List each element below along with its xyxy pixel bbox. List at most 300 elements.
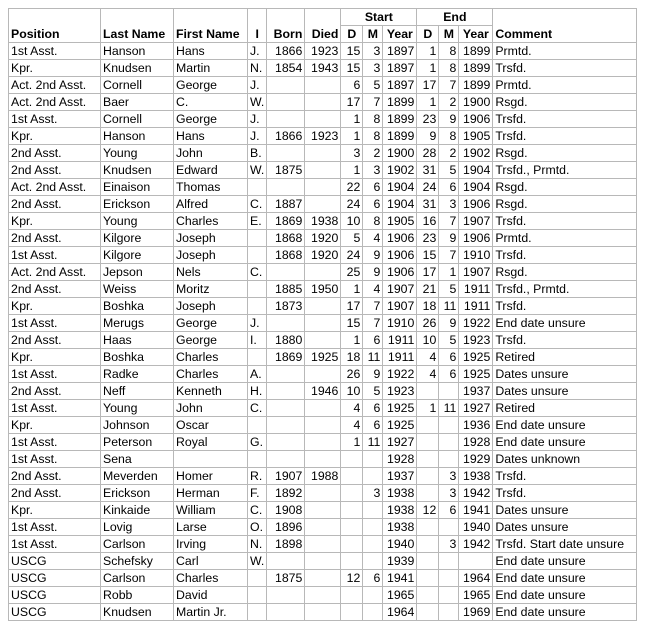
cell-first-name: William	[174, 502, 248, 519]
cell-last-name: Hanson	[101, 43, 174, 60]
cell-comment: Trsfd.	[493, 468, 637, 485]
cell-start-month: 9	[363, 264, 383, 281]
cell-born	[267, 145, 305, 162]
cell-first-name	[174, 451, 248, 468]
cell-died	[305, 451, 341, 468]
cell-born	[267, 366, 305, 383]
cell-born	[267, 94, 305, 111]
cell-start-year: 1911	[383, 332, 417, 349]
cell-comment: Rsgd.	[493, 196, 637, 213]
cell-born: 1885	[267, 281, 305, 298]
cell-start-day	[341, 468, 363, 485]
cell-start-year: 1902	[383, 162, 417, 179]
cell-comment: Trsfd. Start date unsure	[493, 536, 637, 553]
cell-initial	[248, 587, 267, 604]
cell-end-year: 1906	[459, 230, 493, 247]
table-row	[9, 264, 637, 281]
header-group-row	[9, 9, 637, 26]
cell-end-month	[439, 383, 459, 400]
header-spacer	[493, 9, 637, 26]
cell-end-day: 31	[417, 196, 439, 213]
cell-end-day	[417, 485, 439, 502]
cell-died	[305, 366, 341, 383]
cell-first-name: Nels	[174, 264, 248, 281]
cell-position: 2nd Asst.	[9, 145, 101, 162]
cell-end-month	[439, 604, 459, 621]
cell-end-day	[417, 417, 439, 434]
cell-start-day: 15	[341, 60, 363, 77]
cell-end-day: 17	[417, 77, 439, 94]
cell-start-day: 10	[341, 213, 363, 230]
cell-born: 1873	[267, 298, 305, 315]
cell-end-month: 6	[439, 179, 459, 196]
cell-born	[267, 179, 305, 196]
cell-start-year: 1906	[383, 230, 417, 247]
cell-end-day	[417, 383, 439, 400]
cell-start-month: 8	[363, 128, 383, 145]
cell-comment: Rsgd.	[493, 94, 637, 111]
table-row	[9, 196, 637, 213]
column-header-start-day: D	[341, 26, 363, 43]
cell-end-month: 9	[439, 315, 459, 332]
cell-end-month: 5	[439, 162, 459, 179]
cell-died	[305, 417, 341, 434]
cell-end-day	[417, 587, 439, 604]
cell-born: 1875	[267, 570, 305, 587]
cell-died: 1925	[305, 349, 341, 366]
cell-first-name: George	[174, 332, 248, 349]
cell-end-month: 8	[439, 43, 459, 60]
cell-position: 1st Asst.	[9, 400, 101, 417]
cell-died	[305, 94, 341, 111]
table-row	[9, 247, 637, 264]
cell-last-name: Haas	[101, 332, 174, 349]
cell-born	[267, 417, 305, 434]
cell-start-day: 1	[341, 162, 363, 179]
cell-start-day: 1	[341, 434, 363, 451]
cell-last-name: Cornell	[101, 77, 174, 94]
cell-born: 1868	[267, 230, 305, 247]
cell-start-month	[363, 468, 383, 485]
cell-end-day: 1	[417, 400, 439, 417]
cell-end-year: 1922	[459, 315, 493, 332]
cell-start-year: 1907	[383, 298, 417, 315]
cell-comment: End date unsure	[493, 417, 637, 434]
cell-start-day: 18	[341, 349, 363, 366]
cell-first-name: Charles	[174, 349, 248, 366]
table-row	[9, 383, 637, 400]
cell-end-month	[439, 570, 459, 587]
cell-initial: O.	[248, 519, 267, 536]
cell-end-year: 1965	[459, 587, 493, 604]
cell-position: USCG	[9, 553, 101, 570]
cell-end-day	[417, 451, 439, 468]
cell-start-year: 1907	[383, 281, 417, 298]
cell-died	[305, 315, 341, 332]
cell-end-year: 1906	[459, 111, 493, 128]
cell-start-month: 7	[363, 315, 383, 332]
cell-start-month: 3	[363, 162, 383, 179]
cell-comment: Dates unsure	[493, 383, 637, 400]
cell-first-name: Carl	[174, 553, 248, 570]
cell-end-month: 5	[439, 332, 459, 349]
cell-start-day	[341, 485, 363, 502]
cell-died: 1920	[305, 247, 341, 264]
cell-initial: E.	[248, 213, 267, 230]
cell-start-day: 4	[341, 417, 363, 434]
cell-end-day: 15	[417, 247, 439, 264]
table-row	[9, 179, 637, 196]
cell-position: Act. 2nd Asst.	[9, 179, 101, 196]
cell-end-month: 6	[439, 502, 459, 519]
cell-position: USCG	[9, 587, 101, 604]
cell-end-year: 1964	[459, 570, 493, 587]
cell-end-day: 23	[417, 111, 439, 128]
cell-start-day: 22	[341, 179, 363, 196]
cell-end-month	[439, 587, 459, 604]
cell-start-day	[341, 451, 363, 468]
cell-start-month: 6	[363, 570, 383, 587]
cell-died: 1923	[305, 128, 341, 145]
cell-last-name: Kinkaide	[101, 502, 174, 519]
header-spacer	[267, 9, 305, 26]
cell-last-name: Radke	[101, 366, 174, 383]
cell-start-month: 4	[363, 230, 383, 247]
cell-start-month: 6	[363, 196, 383, 213]
cell-start-month: 8	[363, 213, 383, 230]
cell-end-day: 1	[417, 43, 439, 60]
cell-end-month	[439, 451, 459, 468]
cell-born: 1898	[267, 536, 305, 553]
cell-end-day: 12	[417, 502, 439, 519]
cell-born: 1868	[267, 247, 305, 264]
cell-position: 1st Asst.	[9, 43, 101, 60]
cell-start-year: 1899	[383, 111, 417, 128]
cell-first-name: George	[174, 77, 248, 94]
cell-died: 1923	[305, 43, 341, 60]
cell-born: 1907	[267, 468, 305, 485]
cell-start-day	[341, 604, 363, 621]
cell-end-day: 24	[417, 179, 439, 196]
cell-start-year: 1897	[383, 43, 417, 60]
cell-died	[305, 111, 341, 128]
cell-end-day: 31	[417, 162, 439, 179]
table-row	[9, 315, 637, 332]
header-spacer	[174, 9, 248, 26]
cell-initial	[248, 298, 267, 315]
cell-start-day: 10	[341, 383, 363, 400]
cell-initial: C.	[248, 400, 267, 417]
cell-position: 2nd Asst.	[9, 468, 101, 485]
cell-position: 2nd Asst.	[9, 485, 101, 502]
cell-start-day: 1	[341, 281, 363, 298]
cell-end-month: 8	[439, 128, 459, 145]
cell-end-day: 16	[417, 213, 439, 230]
cell-initial: F.	[248, 485, 267, 502]
cell-start-day: 15	[341, 315, 363, 332]
table-row	[9, 230, 637, 247]
table-row	[9, 468, 637, 485]
cell-last-name: Knudsen	[101, 60, 174, 77]
cell-end-year: 1936	[459, 417, 493, 434]
cell-end-day	[417, 604, 439, 621]
cell-end-day: 17	[417, 264, 439, 281]
cell-end-year: 1942	[459, 536, 493, 553]
cell-end-year: 1937	[459, 383, 493, 400]
cell-first-name: Homer	[174, 468, 248, 485]
cell-initial	[248, 179, 267, 196]
table-row	[9, 349, 637, 366]
cell-start-month	[363, 604, 383, 621]
cell-start-month: 2	[363, 145, 383, 162]
cell-last-name: Jepson	[101, 264, 174, 281]
cell-end-year: 1938	[459, 468, 493, 485]
cell-born	[267, 604, 305, 621]
cell-last-name: Young	[101, 213, 174, 230]
cell-position: 2nd Asst.	[9, 281, 101, 298]
cell-comment: Trsfd.	[493, 298, 637, 315]
cell-end-year: 1923	[459, 332, 493, 349]
cell-last-name: Boshka	[101, 349, 174, 366]
cell-start-year: 1938	[383, 485, 417, 502]
cell-last-name: Johnson	[101, 417, 174, 434]
table-row	[9, 553, 637, 570]
cell-end-month	[439, 434, 459, 451]
cell-first-name: Herman	[174, 485, 248, 502]
cell-last-name: Knudsen	[101, 604, 174, 621]
cell-initial: J.	[248, 315, 267, 332]
cell-end-day: 18	[417, 298, 439, 315]
cell-end-year: 1927	[459, 400, 493, 417]
cell-start-year: 1925	[383, 400, 417, 417]
cell-initial: R.	[248, 468, 267, 485]
cell-died	[305, 536, 341, 553]
column-header-first-name: First Name	[174, 26, 248, 43]
cell-initial: N.	[248, 60, 267, 77]
cell-first-name: Martin Jr.	[174, 604, 248, 621]
cell-end-day: 28	[417, 145, 439, 162]
cell-died	[305, 519, 341, 536]
cell-born: 1896	[267, 519, 305, 536]
table-row	[9, 570, 637, 587]
cell-died	[305, 196, 341, 213]
cell-end-year: 1899	[459, 60, 493, 77]
cell-start-month: 6	[363, 179, 383, 196]
cell-start-day: 25	[341, 264, 363, 281]
column-header-last-name: Last Name	[101, 26, 174, 43]
cell-initial	[248, 349, 267, 366]
cell-last-name: Peterson	[101, 434, 174, 451]
cell-end-month: 3	[439, 468, 459, 485]
cell-position: 2nd Asst.	[9, 162, 101, 179]
cell-initial	[248, 230, 267, 247]
cell-end-year: 1906	[459, 196, 493, 213]
cell-born: 1875	[267, 162, 305, 179]
cell-born: 1908	[267, 502, 305, 519]
table-row	[9, 587, 637, 604]
cell-last-name: Neff	[101, 383, 174, 400]
cell-comment: Trsfd.	[493, 213, 637, 230]
cell-comment: Trsfd.	[493, 247, 637, 264]
cell-start-month	[363, 587, 383, 604]
cell-start-month: 6	[363, 417, 383, 434]
cell-start-year: 1900	[383, 145, 417, 162]
cell-end-year: 1925	[459, 349, 493, 366]
table-row	[9, 519, 637, 536]
cell-comment: Trsfd.	[493, 332, 637, 349]
cell-end-month: 3	[439, 536, 459, 553]
cell-position: Act. 2nd Asst.	[9, 77, 101, 94]
cell-start-year: 1905	[383, 213, 417, 230]
cell-died	[305, 264, 341, 281]
cell-end-month: 7	[439, 213, 459, 230]
cell-last-name: Erickson	[101, 196, 174, 213]
cell-position: 1st Asst.	[9, 434, 101, 451]
table-row	[9, 451, 637, 468]
cell-end-year: 1910	[459, 247, 493, 264]
cell-start-year: 1965	[383, 587, 417, 604]
column-header-start-year: Year	[383, 26, 417, 43]
cell-first-name: Charles	[174, 570, 248, 587]
cell-last-name: Robb	[101, 587, 174, 604]
cell-initial: A.	[248, 366, 267, 383]
cell-end-day: 9	[417, 128, 439, 145]
cell-initial: W.	[248, 162, 267, 179]
cell-last-name: Lovig	[101, 519, 174, 536]
cell-position: 1st Asst.	[9, 315, 101, 332]
cell-start-year: 1897	[383, 77, 417, 94]
keeper-roster-table	[8, 8, 637, 621]
cell-start-month: 7	[363, 94, 383, 111]
cell-end-day	[417, 536, 439, 553]
table-row	[9, 281, 637, 298]
table-row	[9, 298, 637, 315]
cell-start-month: 3	[363, 60, 383, 77]
cell-last-name: Meverden	[101, 468, 174, 485]
table-row	[9, 43, 637, 60]
end-group-header: End	[417, 9, 493, 26]
cell-start-day: 12	[341, 570, 363, 587]
header-spacer	[9, 9, 101, 26]
cell-end-month	[439, 519, 459, 536]
header-spacer	[101, 9, 174, 26]
cell-position: 1st Asst.	[9, 111, 101, 128]
cell-first-name: Charles	[174, 366, 248, 383]
cell-initial: I.	[248, 332, 267, 349]
cell-start-month	[363, 519, 383, 536]
cell-start-year: 1904	[383, 196, 417, 213]
cell-born: 1880	[267, 332, 305, 349]
cell-initial	[248, 281, 267, 298]
cell-start-month: 9	[363, 366, 383, 383]
cell-start-year: 1964	[383, 604, 417, 621]
cell-initial	[248, 451, 267, 468]
cell-end-year: 1899	[459, 77, 493, 94]
cell-comment: Dates unknown	[493, 451, 637, 468]
cell-end-year: 1907	[459, 264, 493, 281]
cell-start-year: 1922	[383, 366, 417, 383]
cell-first-name: David	[174, 587, 248, 604]
cell-first-name: Joseph	[174, 230, 248, 247]
cell-comment: Rsgd.	[493, 145, 637, 162]
cell-start-month: 7	[363, 298, 383, 315]
cell-initial: B.	[248, 145, 267, 162]
cell-comment: End date unsure	[493, 315, 637, 332]
cell-end-month	[439, 417, 459, 434]
cell-start-year: 1938	[383, 502, 417, 519]
table-row	[9, 128, 637, 145]
cell-first-name: George	[174, 315, 248, 332]
table-row	[9, 111, 637, 128]
cell-start-day	[341, 587, 363, 604]
cell-end-day	[417, 553, 439, 570]
cell-end-month: 1	[439, 264, 459, 281]
cell-first-name: Alfred	[174, 196, 248, 213]
cell-end-month: 9	[439, 111, 459, 128]
cell-initial: J.	[248, 77, 267, 94]
cell-died	[305, 179, 341, 196]
cell-end-year: 1904	[459, 179, 493, 196]
table-row	[9, 536, 637, 553]
cell-died	[305, 298, 341, 315]
cell-end-month: 3	[439, 196, 459, 213]
cell-position: 1st Asst.	[9, 451, 101, 468]
cell-start-month	[363, 502, 383, 519]
cell-last-name: Boshka	[101, 298, 174, 315]
table-row	[9, 366, 637, 383]
cell-start-month: 11	[363, 349, 383, 366]
cell-start-month	[363, 553, 383, 570]
cell-end-day: 26	[417, 315, 439, 332]
cell-died	[305, 162, 341, 179]
cell-position: 2nd Asst.	[9, 332, 101, 349]
cell-start-month: 5	[363, 383, 383, 400]
cell-comment: Prmtd.	[493, 77, 637, 94]
start-group-header: Start	[341, 9, 417, 26]
cell-position: Kpr.	[9, 298, 101, 315]
cell-last-name: Erickson	[101, 485, 174, 502]
cell-start-day: 26	[341, 366, 363, 383]
cell-born	[267, 383, 305, 400]
cell-last-name: Weiss	[101, 281, 174, 298]
cell-start-day: 1	[341, 332, 363, 349]
cell-died: 1950	[305, 281, 341, 298]
cell-comment: Rsgd.	[493, 179, 637, 196]
cell-start-year: 1906	[383, 264, 417, 281]
cell-last-name: Baer	[101, 94, 174, 111]
cell-last-name: Kilgore	[101, 230, 174, 247]
cell-comment: Prmtd.	[493, 43, 637, 60]
cell-start-day: 1	[341, 128, 363, 145]
cell-born	[267, 451, 305, 468]
table-row	[9, 485, 637, 502]
cell-start-month	[363, 451, 383, 468]
cell-position: 2nd Asst.	[9, 230, 101, 247]
cell-initial: N.	[248, 536, 267, 553]
cell-end-day: 1	[417, 60, 439, 77]
cell-end-year: 1969	[459, 604, 493, 621]
cell-end-month: 6	[439, 349, 459, 366]
cell-comment: Dates unsure	[493, 366, 637, 383]
cell-last-name: Cornell	[101, 111, 174, 128]
cell-position: USCG	[9, 604, 101, 621]
cell-start-month: 5	[363, 77, 383, 94]
cell-end-day: 21	[417, 281, 439, 298]
column-header-comment: Comment	[493, 26, 637, 43]
cell-start-year: 1899	[383, 94, 417, 111]
cell-end-year: 1902	[459, 145, 493, 162]
cell-end-month: 11	[439, 298, 459, 315]
